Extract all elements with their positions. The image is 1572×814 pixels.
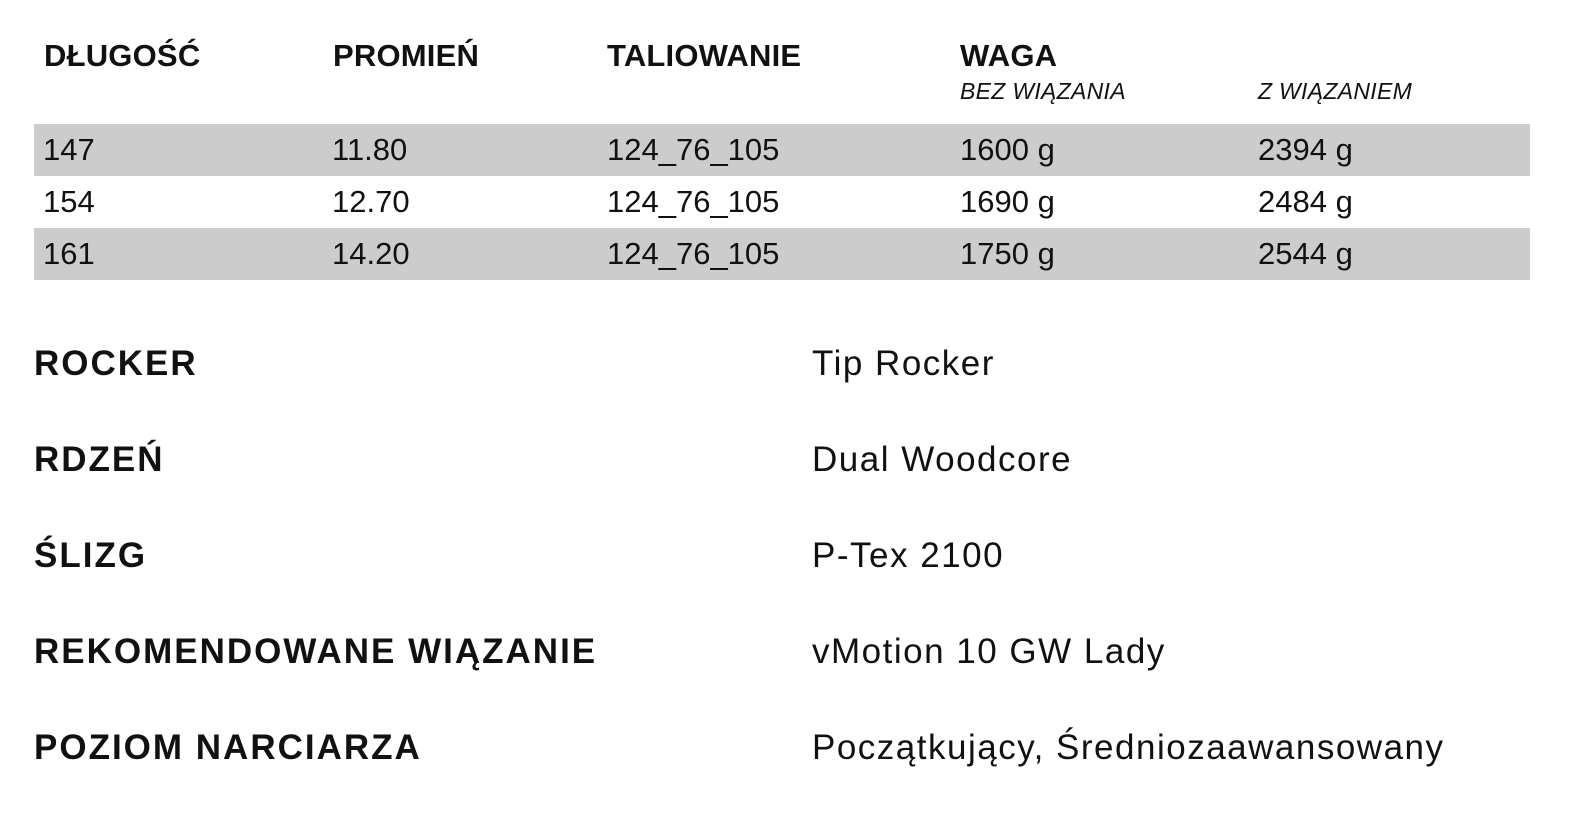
sidecut-cell: 124_76_105 [607, 236, 780, 271]
table-row [34, 228, 1530, 280]
radius-cell: 11.80 [332, 132, 408, 167]
property-value: vMotion 10 GW Lady [812, 632, 1166, 671]
weight-with-binding-cell: 2544 g [1258, 236, 1353, 271]
length-cell: 147 [43, 132, 95, 167]
weight-without-binding-cell: 1690 g [960, 184, 1055, 219]
length-cell: 161 [43, 236, 95, 271]
length-column-header: DŁUGOŚĆ [44, 38, 201, 73]
property-label: POZIOM NARCIARZA [34, 728, 422, 767]
property-label: REKOMENDOWANE WIĄZANIE [34, 632, 598, 671]
weight-with-binding-subheader: Z WIĄZANIEM [1258, 78, 1413, 104]
property-row-core [34, 430, 1530, 526]
weight-with-binding-cell: 2484 g [1258, 184, 1353, 219]
ski-properties-list [34, 334, 1530, 814]
property-row-rocker [34, 334, 1530, 430]
length-cell: 154 [43, 184, 95, 219]
weight-without-binding-cell: 1750 g [960, 236, 1055, 271]
radius-cell: 12.70 [332, 184, 410, 219]
property-row-base [34, 526, 1530, 622]
table-body [34, 124, 1530, 280]
weight-column-header: WAGA [960, 38, 1058, 73]
radius-column-header: PROMIEŃ [333, 38, 480, 73]
ski-size-table [34, 28, 1530, 280]
property-value: Tip Rocker [812, 344, 995, 383]
property-row-recommended-binding [34, 622, 1530, 718]
sidecut-cell: 124_76_105 [607, 184, 780, 219]
weight-without-binding-cell: 1600 g [960, 132, 1055, 167]
table-row [34, 176, 1530, 228]
sidecut-cell: 124_76_105 [607, 132, 780, 167]
weight-without-binding-subheader: BEZ WIĄZANIA [960, 78, 1126, 104]
property-label: ŚLIZG [34, 536, 148, 575]
property-value: Dual Woodcore [812, 440, 1073, 479]
property-value: Początkujący, Średniozaawansowany [812, 728, 1445, 767]
table-header-row [34, 28, 1530, 124]
radius-cell: 14.20 [332, 236, 410, 271]
property-label: ROCKER [34, 344, 198, 383]
sidecut-column-header: TALIOWANIE [607, 38, 802, 73]
property-value: P-Tex 2100 [812, 536, 1005, 575]
property-label: RDZEŃ [34, 440, 165, 479]
property-row-skier-level [34, 718, 1530, 814]
table-row [34, 124, 1530, 176]
weight-with-binding-cell: 2394 g [1258, 132, 1353, 167]
